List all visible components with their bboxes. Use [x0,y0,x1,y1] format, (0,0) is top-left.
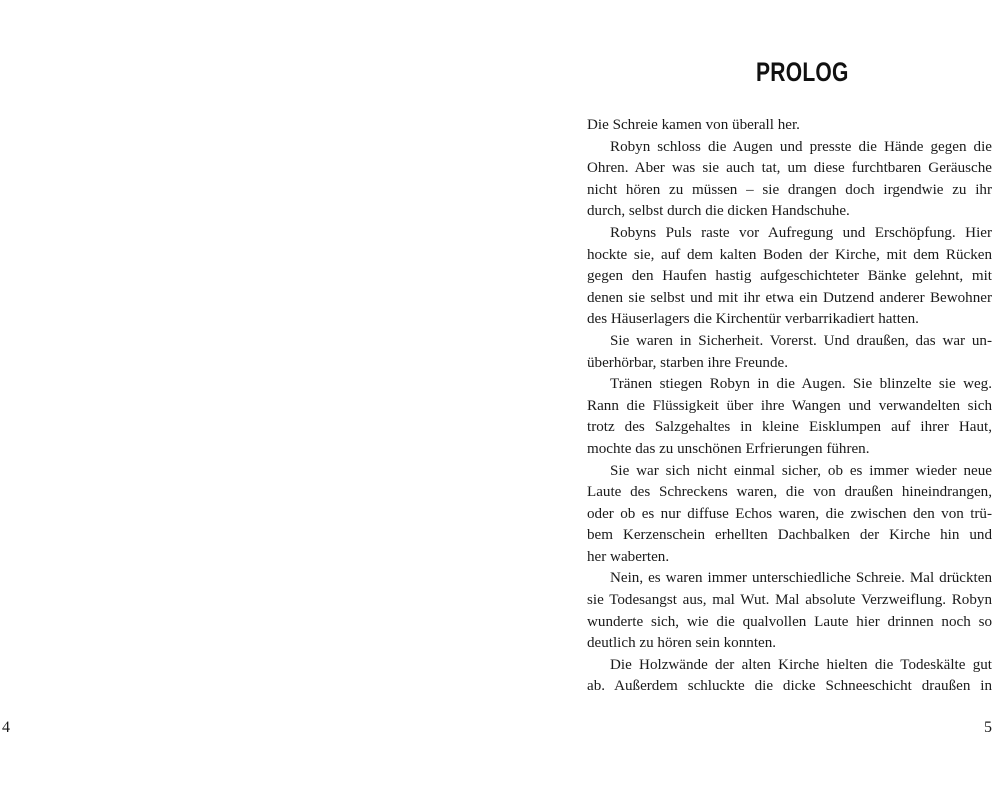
text-line: hockte sie, auf dem kalten Boden der Kirche, mit dem Rücken [587,246,992,263]
text-line: oder ob es nur diffuse Echos waren, die zwischen den von trü- [587,505,992,522]
text-line: her waberten. [587,548,670,565]
right-page [500,0,1000,800]
text-line: durch, selbst durch die dicken Handschuhe. [587,203,850,220]
text-line: bem Kerzenschein erhellten Dachbalken der Kirche hin und [587,527,992,544]
text-line: Robyn schloss die Augen und presste die Hände gegen die [610,138,992,155]
text-line: Die Schreie kamen von überall her. [587,117,800,133]
text-line: wunderte sich, wie die qualvollen Laute hier drinnen noch so [587,613,992,630]
text-line: Laute des Schreckens waren, die von draußen hineindrangen, [587,484,992,501]
text-line: Sie war sich nicht einmal sicher, ob es immer wieder neue [610,462,992,479]
text-line: Die Holzwände der alten Kirche hielten die Todeskälte gut [610,656,992,673]
text-line: nicht hören zu müssen – sie drangen doch irgendwie zu ihr [587,181,992,198]
text-line: ab. Außerdem schluckte die dicke Schneeschicht draußen in [587,678,992,695]
text-line: sie Todesangst aus, mal Wut. Mal absolute Verzweiflung. Robyn [587,592,992,609]
text-line: Robyns Puls raste vor Aufregung und Erschöpfung. Hier [610,224,992,241]
text-line: deutlich zu hören sein konnten. [587,635,777,652]
text-line: des Häuserlagers die Kirchentür verbarrikadiert hatten. [587,311,919,328]
chapter-title: PROLOG [756,57,849,87]
text-line: Rann die Flüssigkeit über ihre Wangen und verwandelten sich [587,397,992,414]
text-line: denen sie selbst und mit ihr etwa ein Dutzend anderer Bewohner [587,289,992,306]
page-number-left: 4 [2,719,10,736]
text-line: Tränen stiegen Robyn in die Augen. Sie blinzelte sie weg. [610,376,992,393]
text-line: überhörbar, starben ihre Freunde. [587,354,788,371]
body-text [587,115,992,698]
text-line: Ohren. Aber was sie auch tat, um diese furchtbaren Geräusche [587,160,992,177]
text-line: mochte das zu unschönen Erfrierungen führen. [587,440,870,457]
page-number-right: 5 [984,719,992,736]
text-line: gegen den Haufen hastig aufgeschichteter Bänke gelehnt, mit [587,268,992,285]
text-line: trotz des Salzgehaltes in kleine Eisklumpen auf ihrer Haut, [587,419,992,436]
text-line: Nein, es waren immer unterschiedliche Schreie. Mal drückten [610,570,992,587]
text-line: Sie waren in Sicherheit. Vorerst. Und draußen, das war un- [610,332,992,349]
